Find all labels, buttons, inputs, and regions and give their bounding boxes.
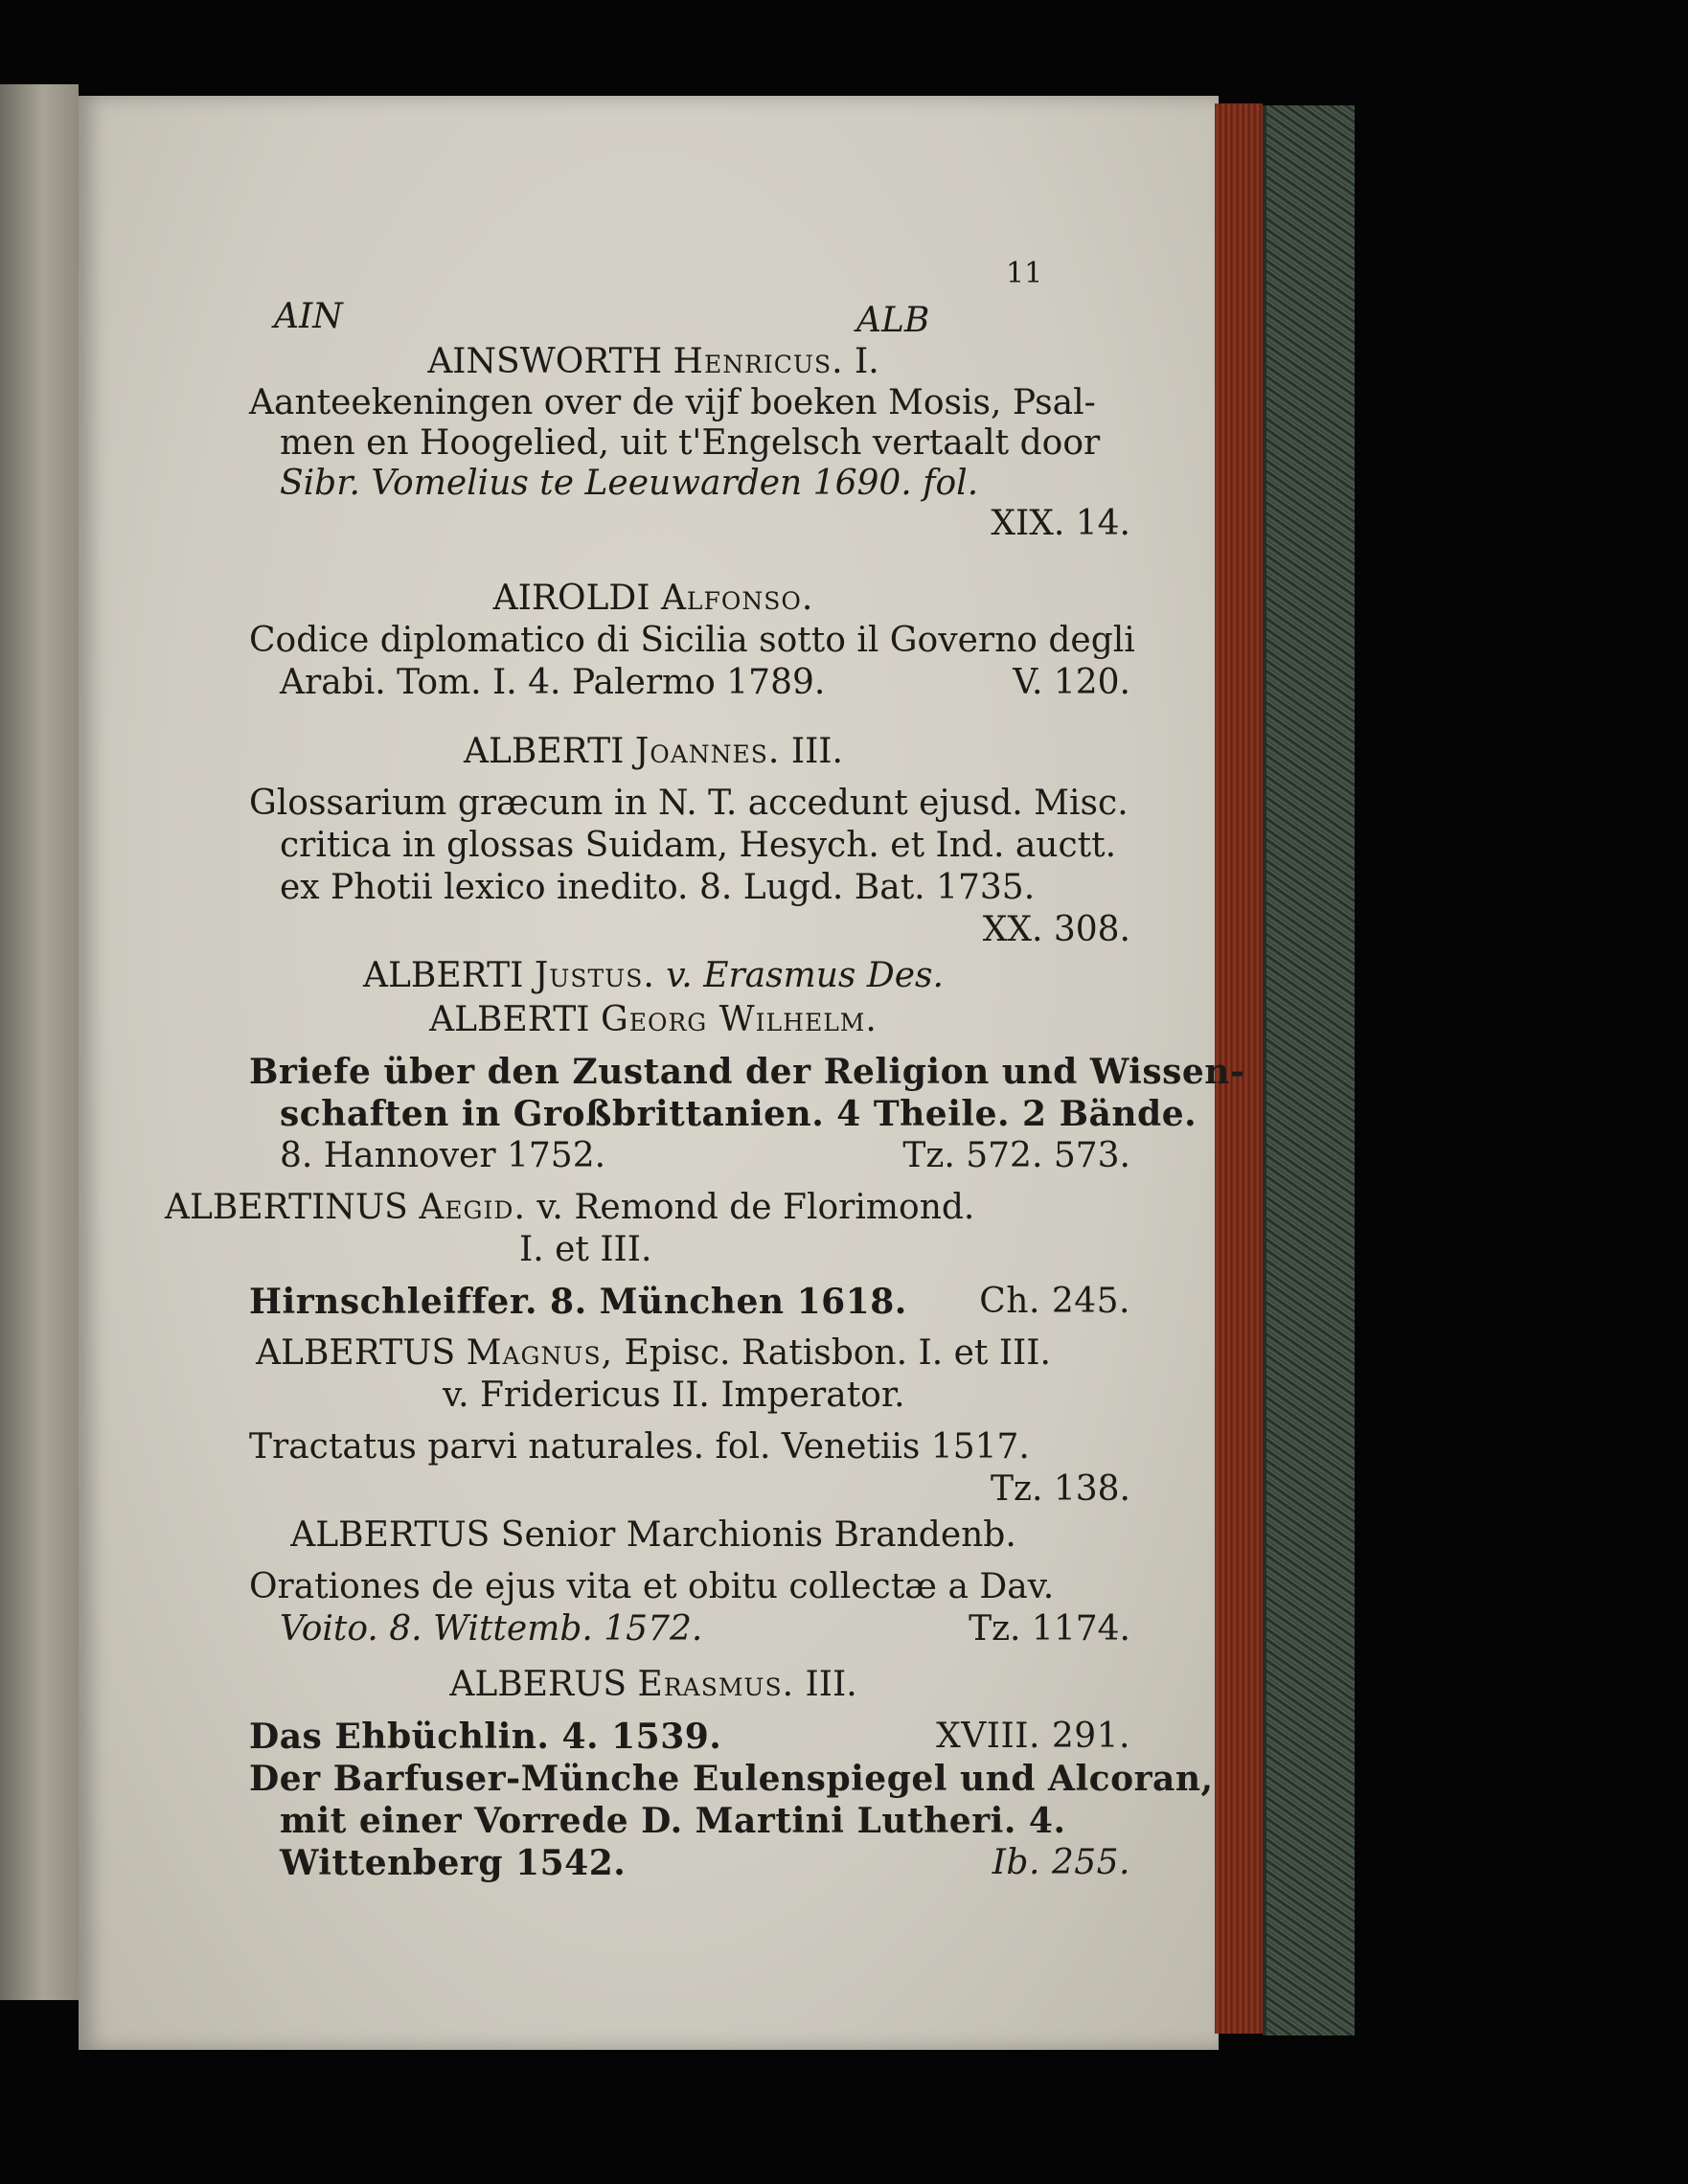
running-head-left: AIN — [274, 297, 343, 336]
entry-line: 8. Hannover 1752. Tz. 572. 573. — [280, 1136, 1130, 1175]
entry-heading: ALBERTI Georg Wilhelm. — [429, 1000, 878, 1039]
entry-line: mit einer Vorrede D. Martini Lutheri. 4. — [280, 1801, 1066, 1841]
entry-line: Briefe über den Zustand der Religion und Wissen- — [249, 1052, 1245, 1092]
entry-heading: ALBERTUS Magnus, Episc. Ratisbon. I. et III. — [256, 1333, 1051, 1373]
entry-line: Glossarium græcum in N. T. accedunt ejusd. Misc. — [249, 784, 1129, 823]
facing-page-edge — [0, 84, 79, 2000]
entry-line: men en Hoogelied, uit t'Engelsch vertaalt door — [280, 423, 1101, 463]
entry-heading: AIROLDI Alfonso. — [492, 579, 814, 618]
entry-line: v. Fridericus II. Imperator. — [443, 1376, 905, 1415]
entry-line: Wittenberg 1542. Ib. 255. — [280, 1843, 1130, 1883]
entry-line: schaften in Großbrittanien. 4 Theile. 2 Bände. — [280, 1094, 1198, 1134]
entry-line: Arabi. Tom. I. 4. Palermo 1789. V. 120. — [280, 663, 1130, 702]
entry-line: Voito. 8. Wittemb. 1572. Tz. 1174. — [280, 1609, 1130, 1649]
entry-line: critica in glossas Suidam, Hesych. et Ind. auctt. — [280, 826, 1117, 865]
running-head-right: ALB — [856, 301, 930, 340]
entry-line: ex Photii lexico inedito. 8. Lugd. Bat. 1735. — [280, 868, 1036, 907]
page-content: 11 AIN ALB AINSWORTH Henricus. I. Aanteekeningen over de vijf boeken Mosis, Psal- men en Hoogelied, uit t'Engelsch vertaalt door Sibr. Vomelius te Leeuwarden 1690. fol. XIX. 14. AIROLDI Alfonso. Codice diplomatico di Sicilia sotto il Governo degli Arabi. Tom. I. 4. Palermo 1789. V. 120. ALBERTI Joannes. III. Glossarium græcum in N. T. accedunt ejusd. Misc. critica in glossas Suidam, Hesych. et Ind. auctt. ex Photii lexico inedito. 8. Lugd. Bat. 1735. XX. 308. ALBERTI Justus. v. Erasmus Des. ALBERTI Georg Wilhelm. Briefe über den Zustand der Religion und Wissen- schaften in Großbrittanien. 4 Theile. 2 Bände. 8. Hannover 1752. Tz. 572. 573. ALBERTINUS Aegid. v. Remond de Florimond. I. et III. Hirnschleiffer. 8. München 1618. Ch. 245. ALBERTUS Magnus, Episc. Ratisbon. I. et III. v. Fridericus II. Imperator. Tractatus parvi naturales. fol. Venetiis 1517. Tz. 138. ALBERTUS Senior Marchionis Brandenb. Orationes de ejus vita et obitu collectæ a Dav. Voito. 8. Wittemb. 1572. Tz. 1174. ALBERUS Erasmus. III. Das Ehbüchlin. 4. 1539. XVIII. 291. Der Barfuser-Münche Eulenspiegel und Alcoran, mit einer Vorrede D. Martini Lutheri. 4. Wittenberg 1542. Ib. 255. — [165, 257, 1245, 1883]
entry-heading: ALBERTINUS Aegid. v. Remond de Florimond. — [165, 1188, 975, 1227]
entry-line: Das Ehbüchlin. 4. 1539. XVIII. 291. — [249, 1717, 1130, 1757]
entry-heading: ALBERTUS Senior Marchionis Brandenb. — [290, 1515, 1016, 1555]
entry-line: Hirnschleiffer. 8. München 1618. Ch. 245. — [249, 1282, 1130, 1322]
entry-line: Tractatus parvi naturales. fol. Venetiis 1517. — [249, 1427, 1030, 1467]
entry-heading: ALBERTI Justus. v. Erasmus Des. — [363, 956, 944, 995]
entry-line: I. et III. — [519, 1230, 652, 1269]
entry-line: Aanteekeningen over de vijf boeken Mosis, Psal- — [249, 383, 1096, 422]
entry-line: Orationes de ejus vita et obitu collectæ a Dav. — [249, 1567, 1055, 1606]
entry-heading: AINSWORTH Henricus. I. — [427, 342, 879, 381]
book-cover — [1263, 105, 1355, 2036]
entry-line: Der Barfuser-Münche Eulenspiegel und Alcoran, — [249, 1759, 1214, 1799]
entry-line: Codice diplomatico di Sicilia sotto il Governo degli — [249, 621, 1135, 660]
entry-heading: ALBERUS Erasmus. III. — [449, 1665, 857, 1704]
entry-heading: ALBERTI Joannes. III. — [464, 732, 843, 771]
page-number: 11 — [1006, 257, 1043, 290]
entry-line: Sibr. Vomelius te Leeuwarden 1690. fol. — [280, 464, 979, 503]
